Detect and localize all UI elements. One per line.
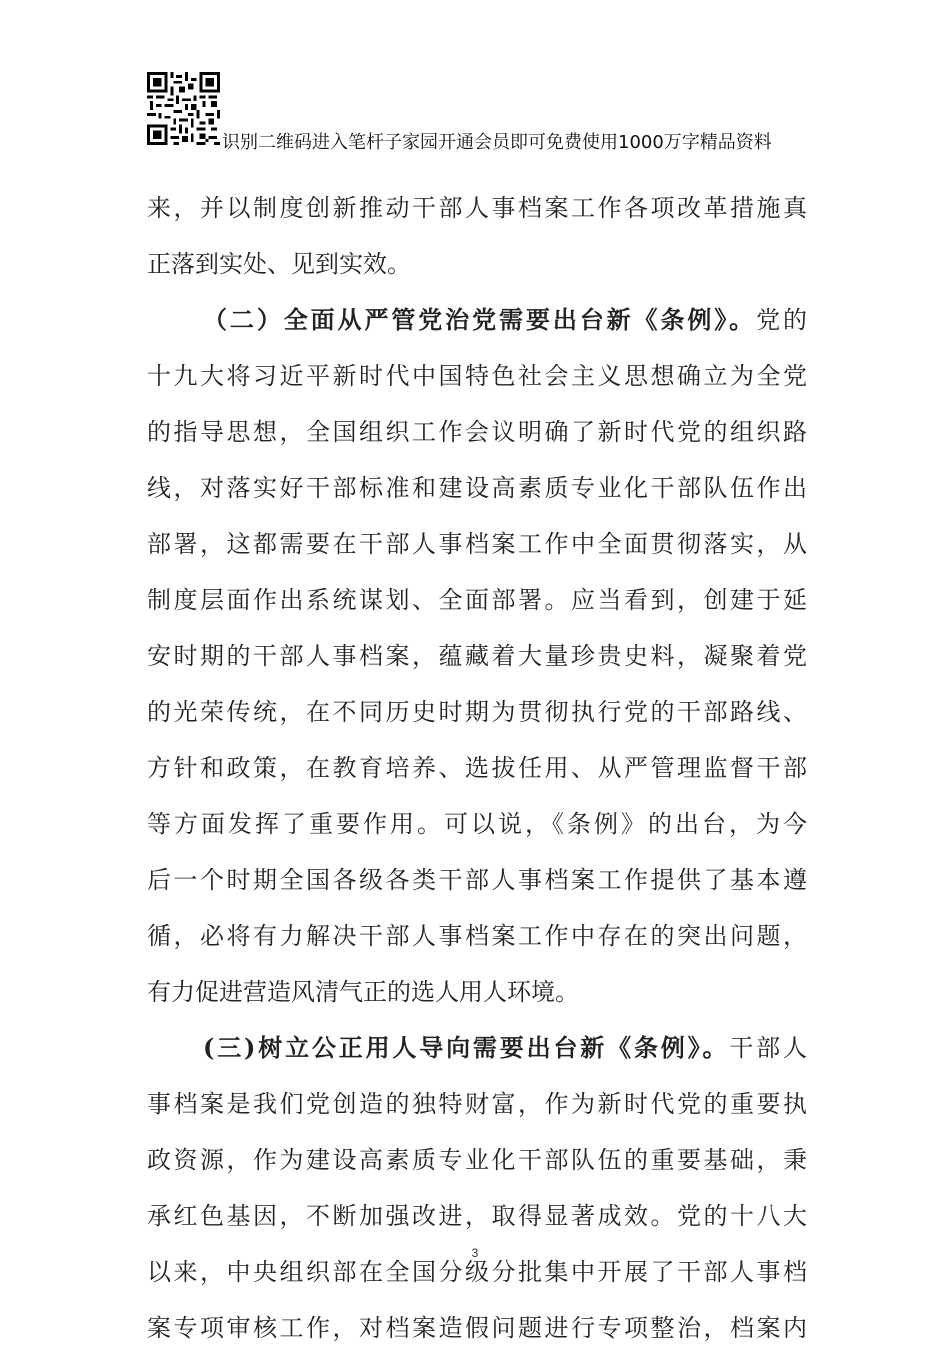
text-line: 的指导思想，全国组织工作会议明确了新时代党的组织路	[147, 418, 807, 446]
text-line: 等方面发挥了重要作用。可以说，《条例》的出台，为今	[147, 810, 807, 838]
text-line: 有力促进营造风清气正的选人用人环境。	[147, 978, 579, 1006]
text-line: 事档案是我们党创造的独特财富，作为新时代党的重要执	[147, 1090, 807, 1118]
text-line: 以来，中央组织部在全国分级分批集中开展了干部人事档	[147, 1258, 807, 1286]
body-text	[147, 180, 807, 1356]
text-span: 干部人	[729, 1034, 808, 1062]
text-line: 承红色基因，不断加强改进，取得显著成效。党的十八大	[147, 1202, 807, 1230]
text-line: 的光荣传统，在不同历史时期为贯彻执行党的干部路线、	[147, 698, 807, 726]
text-line: 部署，这都需要在干部人事档案工作中全面贯彻落实，从	[147, 530, 807, 558]
text-line: 方针和政策，在教育培养、选拔任用、从严管理监督干部	[147, 754, 807, 782]
text-line: 正落到实处、见到实效。	[147, 250, 411, 278]
text-line: 线，对落实好干部标准和建设高素质专业化干部队伍作出	[147, 474, 807, 502]
text-line: 后一个时期全国各级各类干部人事档案工作提供了基本遵	[147, 866, 807, 894]
qr-code-icon	[147, 72, 220, 145]
section-heading: (三)树立公正用人导向需要出台新《条例》。	[203, 1033, 730, 1062]
text-line: 循，必将有力解决干部人事档案工作中存在的突出问题，	[147, 922, 807, 950]
section-heading-line	[147, 292, 807, 348]
text-line: 案专项审核工作，对档案造假问题进行专项整治，档案内	[147, 1314, 807, 1342]
page-number: 3	[471, 1246, 479, 1260]
text-line: 制度层面作出系统谋划、全面部署。应当看到，创建于延	[147, 586, 807, 614]
text-line: 安时期的干部人事档案，蕴藏着大量珍贵史料，凝聚着党	[147, 642, 807, 670]
text-line: 来，并以制度创新推动干部人事档案工作各项改革措施真	[147, 194, 807, 222]
text-line: 政资源，作为建设高素质专业化干部队伍的重要基础，秉	[147, 1146, 807, 1174]
text-span: 党的	[756, 306, 808, 334]
text-line: 十九大将习近平新时代中国特色社会主义思想确立为全党	[147, 362, 807, 390]
section-heading: （二）全面从严管党治党需要出台新《条例》。	[203, 305, 757, 334]
header-promo-note: 识别二维码进入笔杆子家园开通会员即可免费使用1000万字精品资料	[222, 132, 772, 153]
section-heading-line	[147, 1020, 807, 1076]
